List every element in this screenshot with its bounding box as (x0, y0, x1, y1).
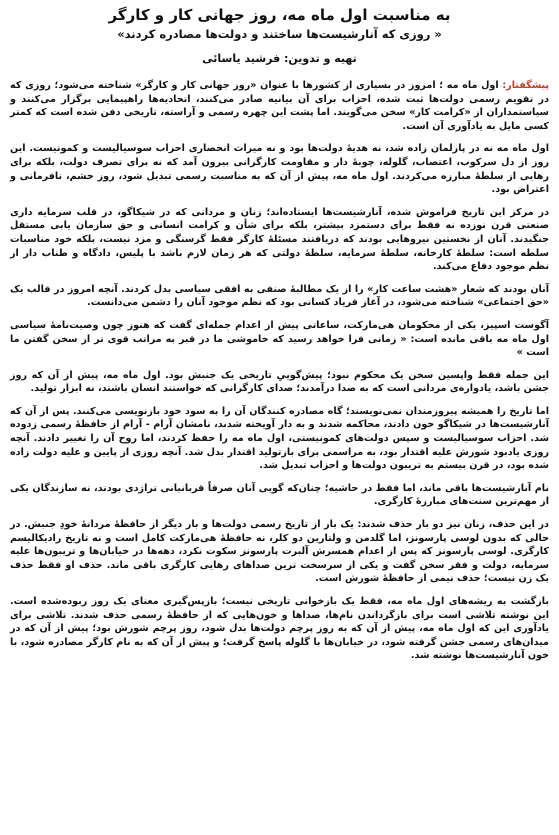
paragraph: در این حذف، زنان نیز دو بار حذف شدند: یک بار از تاریخ رسمی دولت‌ها و بار دیگر از حافظهٔ مردانهٔ خودِ جنبش. در حالی که بدون لوسی پارسونز، اما گلدمن و ولتارین دو کلر، نه حافظهٔ هی‌مارکت کامل است و نه تاریخ رادیکالیسم کارگری. لوسی پارسونز که پس از اعدام همسرش آلبرت پارسونز سکوت نکرد، دهه‌ها در خیابان‌ها و تریبون‌ها علیه سرمایه، دولت و فقر سخن گفت و یکی از سرسخت ترین صداهای رهایی کارگری باقی ماند. حذف او فقط حذف یک زن نیست؛ حذف نیمی از حافظهٔ شورش است. (10, 519, 549, 585)
paragraph: اما تاریخ را همیشه پیروزمندان نمی‌نویسند؛ گاه مصادره کنندگان آن را به سود خود بازنویسی می‌کنند. پس از آن که آنارشیست‌ها در شیکاگو خون دادند، محاکمه شدند و به دار آویخته شدند، نامشان آرام - آرام از حافظهٔ رسمی زدوده شد. احزاب سوسیالیست و سپس دولت‌های کمونیستی، اول ماه مه را حفظ کردند، اما روح آن را تغییر دادند. آنچه روزی یادبود شورش علیه اقتدار بود، به مراسمی برای بازتولید اقتدار بدل شد. آنچه روزی از پایین و علیه دولت زاده شده بود، در قرن بیستم به تریبون دولت‌ها و احزاب تبدیل شد. (10, 405, 549, 472)
paragraph: آگوست اسپیز، یکی از محکومان هی‌مارکت، ساعاتی پیش از اعدام جمله‌ای گفت که هنوز چون وصیت‌نامهٔ سیاسی اول ماه مه باقی مانده است: « زمانی فرا خواهد رسید که خاموشی ما در قبر به مراتب قوی تر از سخن گفتن ما است » (10, 319, 549, 359)
paragraph-intro (10, 79, 549, 133)
paragraph: نام آنارشیست‌ها باقی ماند، اما فقط در حاشیه؛ چنان‌که گویی آنان صرفاً قربانیانی تراژدی بودند، نه سازندگان یکی از مهم‌ترین سنت‌های مبارزهٔ کارگری. (10, 482, 549, 508)
article-subtitle: « روزی که آنارشیست‌ها ساختند و دولت‌ها مصادره کردند» (117, 27, 442, 41)
paragraph-text: اول ماه مه ؛ امروز در بسیاری از کشورها با عنوان «روز جهانی کار و کارگر» شناخته می‌شود؛ روزی که در تقویم رسمی دولت‌ها ثبت شده، احزاب برای آن بیانیه صادر می‌کنند، اتحادیه‌ها راهپیمایی برگزار می‌کنند و سیاستمداران از «کرامت کار» سخن می‌گویند. اما پشت این چهره رسمی و آراسته، تاریخی دفن شده است که کمتر کسی مایل به یادآوری آن است. (10, 80, 549, 132)
paragraph: در مرکز این تاریخ فراموش شده، آنارشیست‌ها ایستاده‌اند؛ زنان و مردانی که در شیکاگو، در قلب سرمایه داری صنعتی قرن نوزده نه فقط برای دستمزد بیشتر، بلکه برای شأن و کرامت انسانی و حق سازمان یابی مستقل جنگیدند. آنان از نخستین نیروهایی بودند که دریافتند مسئلهٔ کارگر فقط گرسنگی و مزد نیست، بلکه خود مناسبات سلطه است: سلطهٔ کارخانه، سلطهٔ سرمایه، سلطهٔ دولتی که هر زمان لازم باشد با پلیس، دادگاه و طناب دار از نظم موجود دفاع می‌کند. (10, 206, 549, 273)
paragraph: بازگشت به ریشه‌های اول ماه مه، فقط یک بازخوانی تاریخی نیست؛ بازپس‌گیری معنای یک روز ربوده‌شده است. این نوشته تلاشی است برای بازگرداندن نام‌ها، صداها و خون‌هایی که از حافظهٔ رسمی حذف شدند. تلاشی برای یادآوری این که اول ماه مه، پیش از آن که به روز پرچم دولت‌ها بدل شود، روز پرچم شورش بود؛ پیش از آن که در میدان‌های رسمی جشن گرفته شود، در خیابان‌ها با گلوله پاسخ گرفت؛ و پیش از آن که به نام کارگر مصادره شود، با خون آنارشیست‌ها نوشته شد. (10, 596, 549, 662)
paragraph: این جمله فقط واپسین سخن یک محکوم نبود؛ پیش‌گوییِ تاریخی یک جنبش بود. اول ماه مه، پیش از آن که روز جشن باشد، یادواره‌ی مردانی است که به صدا درآمدند؛ صدای کارگرانی که خواستند انسان باشند، نه ابزار تولید. (10, 369, 549, 395)
article-title: به مناسبت اول ماه مه، روز جهانی کار و کارگر (108, 6, 451, 24)
paragraph: آنان بودند که شعار «هشت ساعت کار» را از یک مطالبهٔ صنفی به افقی سیاسی بدل کردند. آنچه امروز در قالب یک «حق اجتماعی» شناخته می‌شود، در آغاز فریاد کسانی بود که نظم موجود آنان را دشمن می‌دانست. (10, 283, 549, 309)
author-line: تهیه و تدوین: فرشید یاسائی (202, 52, 357, 65)
paragraph: اول ماه مه نه در پارلمان زاده شد، نه هدیهٔ دولت‌ها بود و نه میراث انحصاری احزاب سوسیالیست و کمونیست. این روز از دل سرکوب، اعتصاب، گلوله، چوبهٔ دار و مقاومت کارگرانی بیرون آمد که نه برای تصرف دولت، بلکه برای رهایی از سلطهٔ مبارزه می‌کردند. اول ماه مه، پیش از آن که به مناسبت رسمی تبدیل شود، روز خشم، نافرمانی و اعتراض بود. (10, 143, 549, 196)
lead-label: پیشگفتار: (502, 80, 549, 91)
